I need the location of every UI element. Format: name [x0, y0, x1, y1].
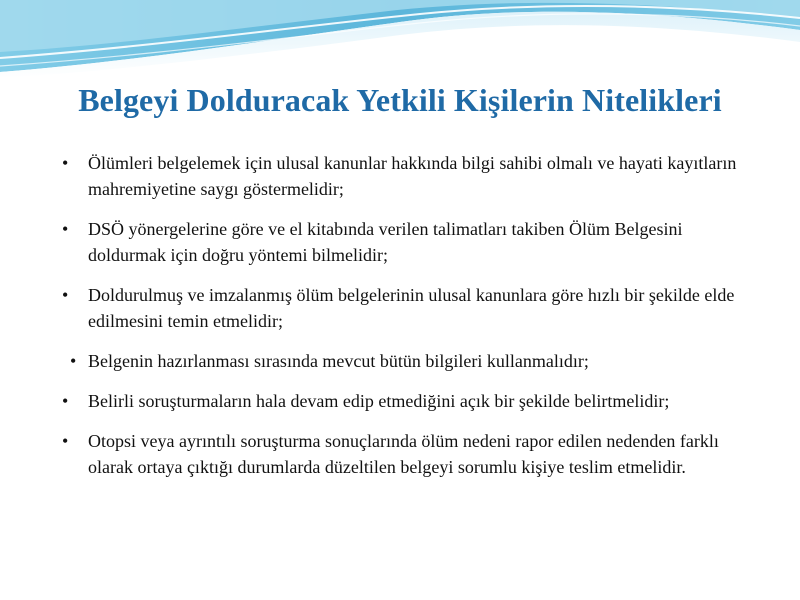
bullet-text: Doldurulmuş ve imzalanmış ölüm belgelerinin ulusal kanunlara göre hızlı bir şekilde elde edilmesini temin etmelidir; — [88, 285, 735, 331]
bullet-text: Otopsi veya ayrıntılı soruşturma sonuçlarında ölüm nedeni rapor edilen nedenden farklı olarak ortaya çıktığı durumlarda düzeltilen belgeyi sorumlu kişiye teslim etmelidir. — [88, 431, 719, 477]
bullet-item — [58, 348, 758, 374]
bullet-item — [58, 388, 758, 414]
bullet-text: Belirli soruşturmaların hala devam edip etmediğini açık bir şekilde belirtmelidir; — [88, 391, 670, 411]
header-wave-decoration — [0, 0, 800, 80]
bullet-text: Belgenin hazırlanması sırasında mevcut bütün bilgileri kullanmalıdır; — [88, 351, 589, 371]
bullet-item — [58, 216, 758, 268]
bullet-dot: • — [62, 285, 69, 305]
slide-title: Belgeyi Dolduracak Yetkili Kişilerin Nitelikleri — [78, 82, 722, 118]
bullet-dot: • — [70, 351, 77, 371]
bullet-dot: • — [62, 219, 69, 239]
bullet-text: Ölümleri belgelemek için ulusal kanunlar hakkında bilgi sahibi olmalı ve hayati kayıtların mahremiyetine saygı göstermelidir; — [88, 153, 737, 199]
bullet-item — [58, 428, 758, 480]
bullet-dot: • — [62, 391, 69, 411]
bullet-dot: • — [62, 153, 69, 173]
bullet-list — [58, 150, 758, 494]
bullet-text: DSÖ yönergelerine göre ve el kitabında verilen talimatları takiben Ölüm Belgesini doldurmak için doğru yöntemi bilmelidir; — [88, 219, 683, 265]
bullet-item — [58, 282, 758, 334]
bullet-dot: • — [62, 431, 69, 451]
bullet-item — [58, 150, 758, 202]
